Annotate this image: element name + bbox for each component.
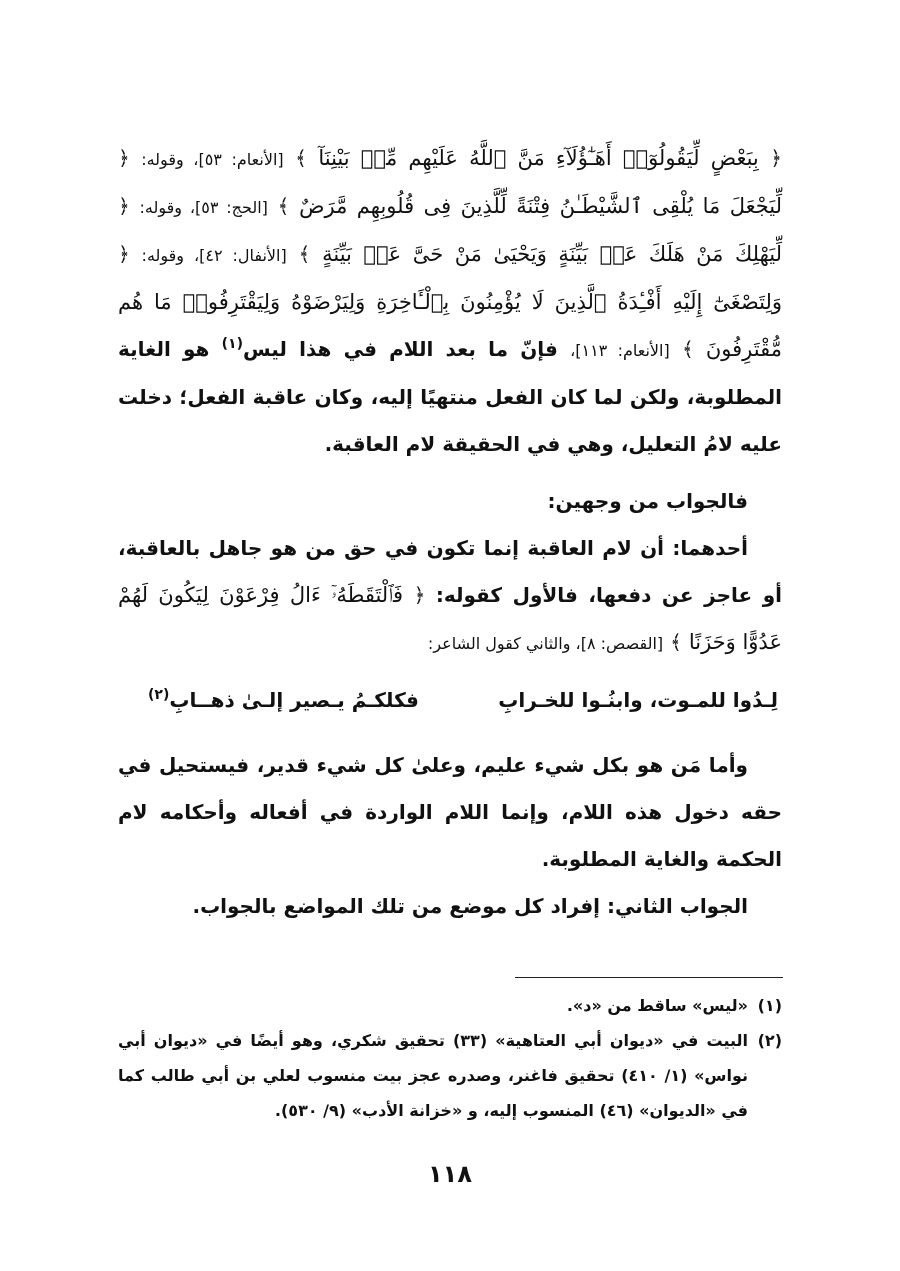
paragraph-divine-wisdom: وأما مَن هو بكل شيء عليم، وعلىٰ كل شيء قدير، فيستحيل في حقه دخول هذه اللام، وإنما اللام الواردة في أفعاله وأحكامه لام الحكمة والغاية المطلوبة. [118,753,782,871]
footnote-number: (١) [757,996,782,1015]
verse-second-hemistich: فكلكـمُ يـصير إلـىٰ ذهــابِ$^{(٢)}$ [148,687,419,712]
verse-reference: [الحج: ٥٣]، وقوله: [139,198,268,217]
paragraph-text: أحدهما: أن لام العاقبة إنما تكون في حق من هو جاهل بالعاقبة، أو عاجز عن دفعها، فالأول كقوله: [118,536,782,607]
paragraph-first-answer [118,525,782,667]
quran-bracket-close: ﴾ [681,337,694,361]
footnote-item [118,1023,782,1128]
quran-verse: لِّيَجْعَلَ مَا يُلْقِى ٱلشَّيْطَـٰنُ فِتْنَةً لِّلَّذِينَ فِى قُلُوبِهِم مَّرَضٌ [299,194,783,218]
paragraph-quran-examples [118,135,782,468]
footnote-item [118,988,782,1023]
verse-reference: [الأنفال: ٤٢]، وقوله: [141,246,287,265]
footnotes [118,988,782,1128]
paragraph-text: فإنّ ما بعد اللام في هذا ليس [242,337,558,361]
main-text [118,135,782,930]
quran-bracket-open: ﴿ [118,194,130,218]
quran-bracket-close: ﴾ [295,146,307,170]
poetry-verse [148,677,778,724]
paragraph-text: هو الغاية المطلوبة، ولكن لما كان الفعل منتهيًا إليه، وكان عاقبة الفعل؛ دخلت عليه لامُ التعليل، وهي في الحقيقة لام العاقبة. [118,337,782,456]
footnote-ref-1[interactable]: (١) [221,336,243,352]
footnote-text: البيت في «ديوان أبي العتاهية» (٣٣) تحقيق شكري، وهو أيضًا في «ديوان أبي نواس» (١/ ٤١٠) تحقيق فاغنر، وصدره عجز بيت منسوب لعلي بن أبي طالب كما في «الديوان» (٤٦) المنسوب إليه، و «خزانة الأدب» (٩/ ٥٣٠). [118,1031,749,1120]
quran-bracket-close: ﴾ [298,242,311,266]
quran-verse: وَلِتَصْغَىٰٓ إِلَيْهِ أَفْـِٔدَةُ ٱلَّذِينَ لَا يُؤْمِنُونَ بِٱلْـَٔاخِرَةِ وَلِيَرْضَوْهُ وَلِيَقْتَرِفُوا۟ مَا هُم مُّقْتَرِفُونَ [118,290,782,361]
footnote-text: «ليس» ساقط من «د». [566,996,748,1015]
quran-verse: بِبَعْضٍ لِّيَقُولُوٓا۟ أَهَـٰٓؤُلَآءِ مَنَّ ٱللَّهُ عَلَيْهِم مِّنۢ بَيْنِنَآ [318,146,759,170]
footnote-ref-2[interactable]: (٢) [148,687,170,703]
quran-bracket-open: ﴿ [118,146,130,170]
footnote-number: (٢) [757,1031,782,1050]
page-number: ١١٨ [428,1160,472,1188]
verse-reference: [الأنعام: ١١٣]، [570,341,670,360]
quran-bracket-open: ﴿ [118,242,130,266]
quran-bracket-open: ﴿ [413,583,426,607]
footnote-divider [515,977,783,978]
paragraph-answer-intro: فالجواب من وجهين: [547,489,748,513]
quran-bracket-close: ﴾ [670,630,682,654]
page-body [118,135,782,930]
verse-reference: [الأنعام: ٥٣]، وقوله: [141,150,284,169]
verse-reference: [القصص: ٨]، والثاني كقول الشاعر: [427,634,664,653]
quran-bracket-open: ﴿ [770,146,782,170]
paragraph-second-answer: الجواب الثاني: إفراد كل موضع من تلك المواضع بالجواب. [192,894,748,918]
quran-verse: فَٱلْتَقَطَهُۥٓ ءَالُ فِرْعَوْنَ لِيَكُونَ لَهُمْ عَدُوًّا وَحَزَنًا [118,583,782,654]
quran-bracket-close: ﴾ [277,194,290,218]
verse-first-hemistich: لِـدُوا للمـوت، وابنُـوا للخـرابِ [498,688,778,712]
quran-verse: لِّيَهْلِكَ مَنْ هَلَكَ عَنۢ بَيِّنَةٍ وَيَحْيَىٰ مَنْ حَىَّ عَنۢ بَيِّنَةٍ [322,242,783,266]
